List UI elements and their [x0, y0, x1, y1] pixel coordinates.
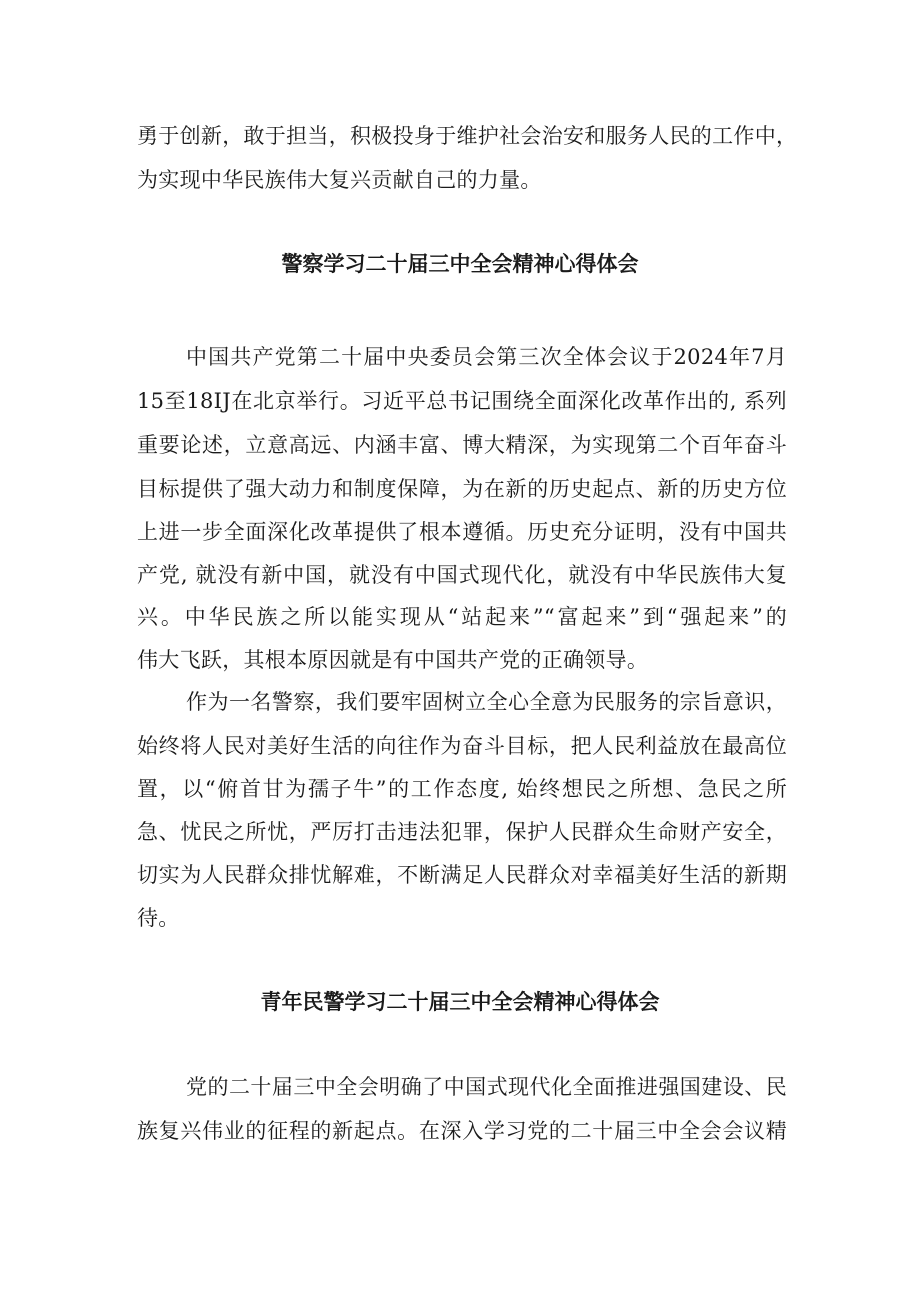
s1-p1-line-2: 15至18IJ在北京举行。习近平总书记围绕全面深化改革作出的, 系列 — [137, 389, 787, 413]
s1-p1-line-8: 伟大飞跃，其根本原因就是有中国共产党的正确领导。 — [137, 648, 649, 672]
section-1-title: 警察学习二十届三中全会精神心得体会 — [281, 252, 639, 276]
s2-p1-line-1: 党的二十届三中全会明确了中国式现代化全面推进强国建设、民 — [186, 1075, 787, 1099]
s1-p2-line-1: 作为一名警察，我们要牢固树立全心全意为民服务的宗旨意识， — [186, 690, 787, 714]
intro-line-1: 勇于创新，敢于担当，积极投身于维护社会治安和服务人民的工作中， — [137, 124, 798, 148]
s1-p2-line-6: 待。 — [137, 906, 180, 930]
s1-p2-line-4: 急、忧民之所忧，严厉打击违法犯罪，保护人民群众生命财产安全， — [137, 820, 787, 844]
s1-p1-line-4: 目标提供了强大动力和制度保障，为在新的历史起点、新的历史方位 — [137, 477, 787, 501]
intro-line-2: 为实现中华民族伟大复兴贡献自己的力量。 — [137, 168, 542, 192]
s1-p1-line-5: 上进一步全面深化改革提供了根本遵循。历史充分证明，没有中国共 — [137, 520, 787, 544]
s1-p2-line-5: 切实为人民群众排忧解难，不断满足人民群众对幸福美好生活的新期 — [137, 863, 787, 887]
s1-p2-line-2: 始终将人民对美好生活的向往作为奋斗目标，把人民利益放在最高位 — [137, 734, 787, 758]
s1-p1-line-6: 产党, 就没有新中国，就没有中国式现代化，就没有中华民族伟大复 — [137, 563, 787, 587]
s1-p2-line-3: 置，以“俯首甘为孺子牛”的工作态度, 始终想民之所想、急民之所 — [137, 777, 787, 801]
s1-p1-line-3: 重要论述，立意高远、内涵丰富、博大精深，为实现第二个百年奋斗 — [137, 433, 787, 457]
s1-p1-line-1: 中国共产党第二十届中央委员会第三次全体会议于2024年7月 — [186, 345, 787, 369]
s2-p1-line-2: 族复兴伟业的征程的新起点。在深入学习党的二十届三中全会会议精 — [137, 1119, 787, 1143]
section-2-title: 青年民警学习二十届三中全会精神心得体会 — [260, 990, 660, 1014]
s1-p1-line-7: 兴。中华民族之所以能实现从“站起来”“富起来”到“强起来”的 — [137, 605, 787, 629]
